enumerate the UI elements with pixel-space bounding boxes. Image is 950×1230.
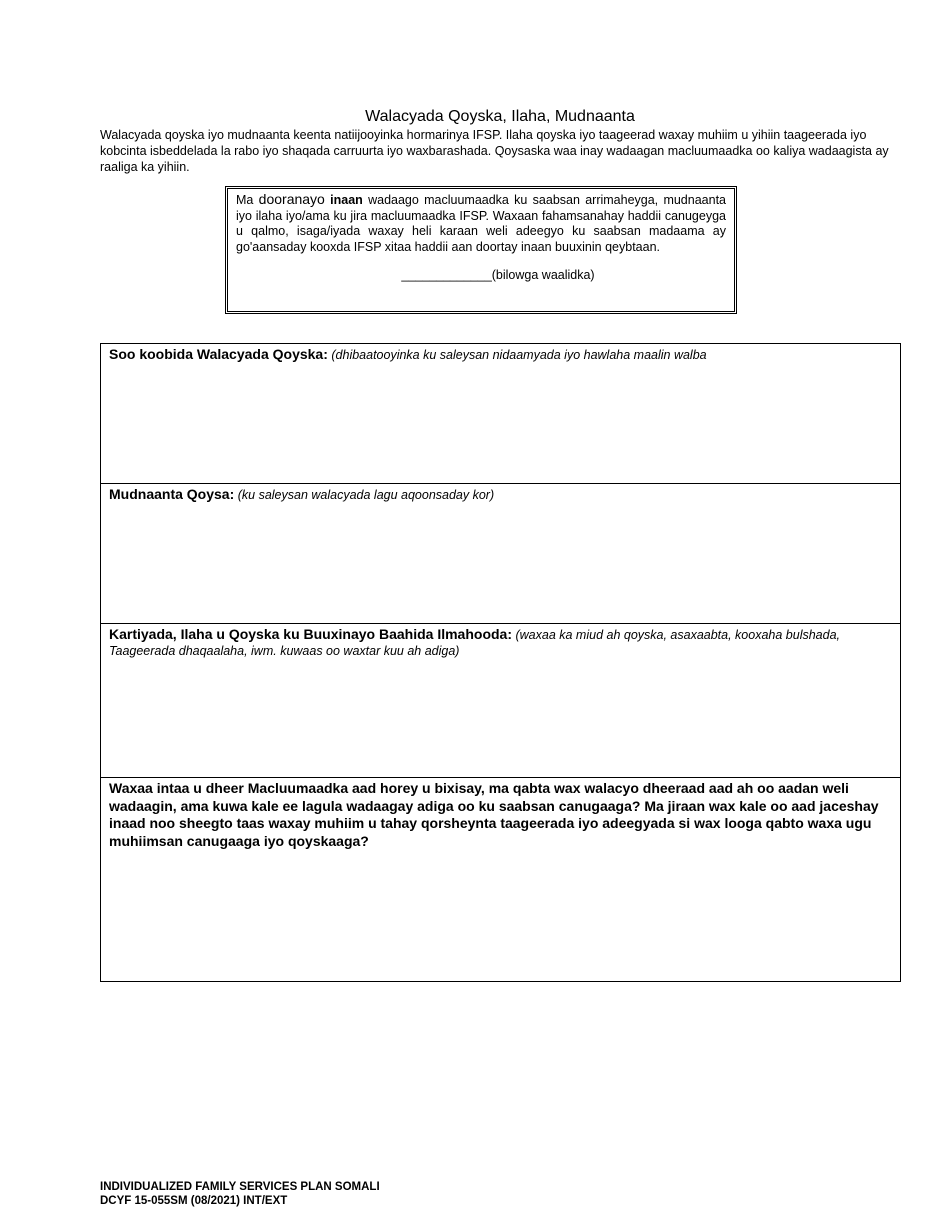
consent-box <box>225 186 737 314</box>
consent-word-ma: Ma <box>236 193 254 207</box>
consent-text-rest: wadaago macluumaadka ku saabsan arrimaheyga, mudnaanta iyo ilaha iyo/ama ku jira macluumaadka IFSP. Waxaan fahamsanahay haddii canugeyga u qalmo, isaga/iyada waxay heli karaan weli adeegyo ku saabsan madaama ay go'aansaday kooxda IFSP xitaa haddii aan doortay inaan buuxinin qeybtaan. <box>236 193 726 254</box>
consent-text <box>236 192 726 255</box>
parent-initials-field[interactable]: _____________(bilowga waalidka) <box>401 268 595 282</box>
section-family-priorities[interactable] <box>100 483 901 624</box>
consent-word-inaan: inaan <box>330 193 363 207</box>
section-hint: (ku saleysan walacyada lagu aqoonsaday kor) <box>237 488 495 502</box>
section-hint: (waxaa ka miud ah qoyska, asaxaabta, kooxaha bulshada, Taageerada dhaqaalaha, iwm. kuwaas oo waxtar kuu ah adiga) <box>109 628 840 658</box>
section-heading: Kartiyada, Ilaha u Qoyska ku Buuxinayo Baahida Ilmahooda: <box>109 626 512 642</box>
section-additional-information[interactable] <box>100 777 901 982</box>
intro-paragraph: Walacyada qoyska iyo mudnaanta keenta natiijooyinka hormarinya IFSP. Ilaha qoyska iyo taageerad waxay muhiim u yihiin taageerada iyo kobcinta isbeddelada la rabo iyo shaqada carruurta iyo waxbarashada. Qoysaska waa inay wadaagan macluumaadka oo kaliya wadaagista ay raaliga ka yihiin. <box>100 128 889 174</box>
page-title: Walacyada Qoyska, Ilaha, Mudnaanta <box>365 108 635 125</box>
section-heading: Soo koobida Walacyada Qoyska: <box>109 346 328 362</box>
section-family-resources[interactable] <box>100 623 901 778</box>
section-hint: (dhibaatooyinka ku saleysan nidaamyada iyo hawlaha maalin walba <box>331 348 707 362</box>
form-footer <box>100 1180 380 1208</box>
section-family-concerns[interactable] <box>100 343 901 484</box>
section-heading: Mudnaanta Qoysa: <box>109 486 235 502</box>
footer-form-number: DCYF 15-055SM (08/2021) INT/EXT <box>100 1195 288 1207</box>
section-heading: Waxaa intaa u dheer Macluumaadka aad horey u bixisay, ma qabta wax walacyo dheeraad aad ah oo aadan weli wadaagin, ama kuwa kale ee lagula wadaagay adiga oo ku saabsan canugaaga? Ma jiraan wax kale oo aad jaceshay inaad noo sheegto taas waxay muhiim u tahay qorsheynta taageerada iyo adeegyada si wax looga qabto waxa ugu muhiimsan canugaaga iyo qoyskaaga? <box>109 780 879 849</box>
consent-word-dooranayo: dooranayo <box>258 191 325 207</box>
footer-form-name: INDIVIDUALIZED FAMILY SERVICES PLAN SOMALI <box>100 1181 380 1193</box>
